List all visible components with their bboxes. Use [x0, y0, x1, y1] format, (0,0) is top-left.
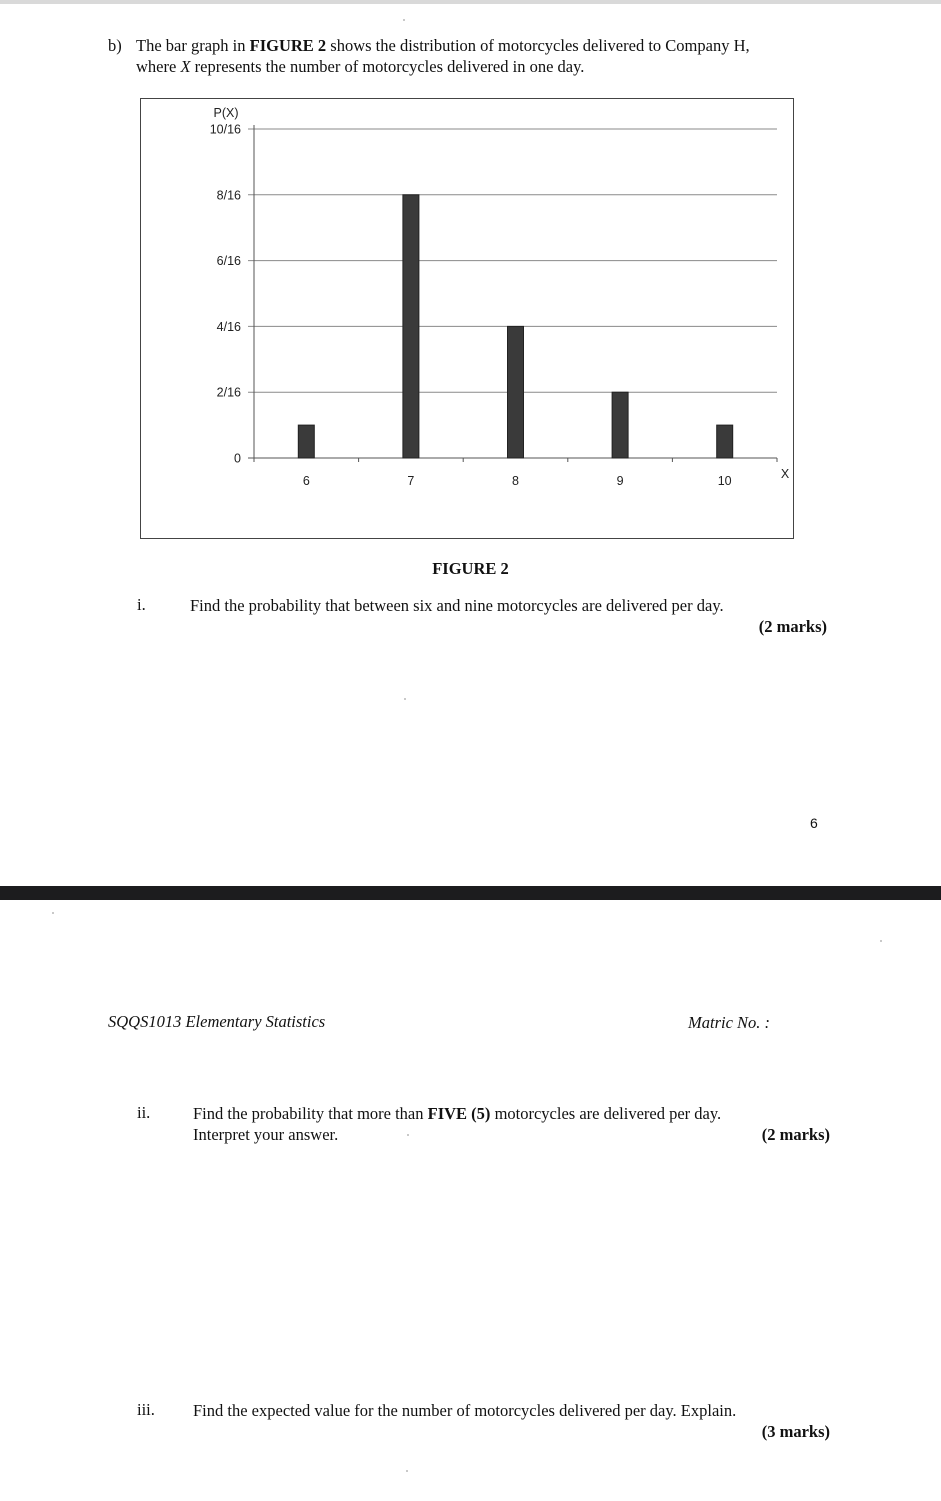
bar-7	[403, 195, 419, 458]
scan-speck	[404, 698, 406, 700]
x-tick-label: 10	[717, 474, 732, 488]
bar-chart	[141, 99, 792, 537]
bar-6	[298, 425, 314, 458]
question-label: b)	[108, 36, 122, 55]
bar-9	[612, 392, 628, 458]
page-number: 6	[810, 815, 818, 831]
part-ii-line-2: Interpret your answer.	[193, 1125, 339, 1144]
x-tick-label: 8	[512, 474, 519, 488]
x-axis-title: X	[780, 467, 790, 481]
scan-speck	[407, 1134, 409, 1136]
x-tick-label: 7	[407, 474, 415, 488]
part-i-marks: (2 marks)	[758, 617, 827, 636]
part-i-numeral: i.	[137, 595, 146, 614]
scan-speck	[406, 1470, 408, 1472]
course-header: SQQS1013 Elementary Statistics	[108, 1012, 326, 1031]
scan-speck	[403, 19, 405, 21]
y-axis-title: P(X)	[213, 106, 239, 120]
y-tick-label: 10/16	[209, 122, 241, 137]
figure-2-frame	[140, 98, 794, 539]
y-tick-label: 6/16	[216, 254, 241, 269]
matric-number-label: Matric No. :	[688, 1013, 771, 1032]
scan-speck	[52, 912, 54, 914]
x-tick-label: 6	[302, 474, 310, 488]
part-ii-marks: (2 marks)	[761, 1125, 830, 1144]
y-tick-label: 2/16	[216, 385, 241, 400]
y-tick-label: 8/16	[216, 188, 241, 203]
figure-caption: FIGURE 2	[432, 559, 509, 578]
bar-10	[717, 425, 733, 458]
page-divider	[0, 886, 941, 900]
question-line-1: The bar graph in FIGURE 2 shows the distribution of motorcycles delivered to Company H,	[136, 36, 750, 55]
part-i-question: Find the probability that between six and nine motorcycles are delivered per day.	[190, 596, 724, 615]
y-tick-label: 0	[234, 451, 241, 466]
part-ii-line-1: Find the probability that more than FIVE (5) motorcycles are delivered per day.	[193, 1104, 722, 1123]
part-iii-numeral: iii.	[137, 1400, 155, 1419]
x-tick-label: 9	[616, 474, 624, 488]
y-tick-label: 4/16	[216, 319, 241, 334]
bar-8	[508, 326, 524, 458]
part-iii-marks: (3 marks)	[761, 1422, 830, 1441]
scan-speck	[880, 940, 882, 942]
question-text	[136, 35, 836, 77]
question-line-2: where X represents the number of motorcycles delivered in one day.	[136, 57, 585, 76]
part-ii-numeral: ii.	[137, 1103, 151, 1122]
part-iii-question: Find the expected value for the number of motorcycles delivered per day. Explain.	[193, 1401, 737, 1420]
page-top-edge	[0, 0, 941, 4]
